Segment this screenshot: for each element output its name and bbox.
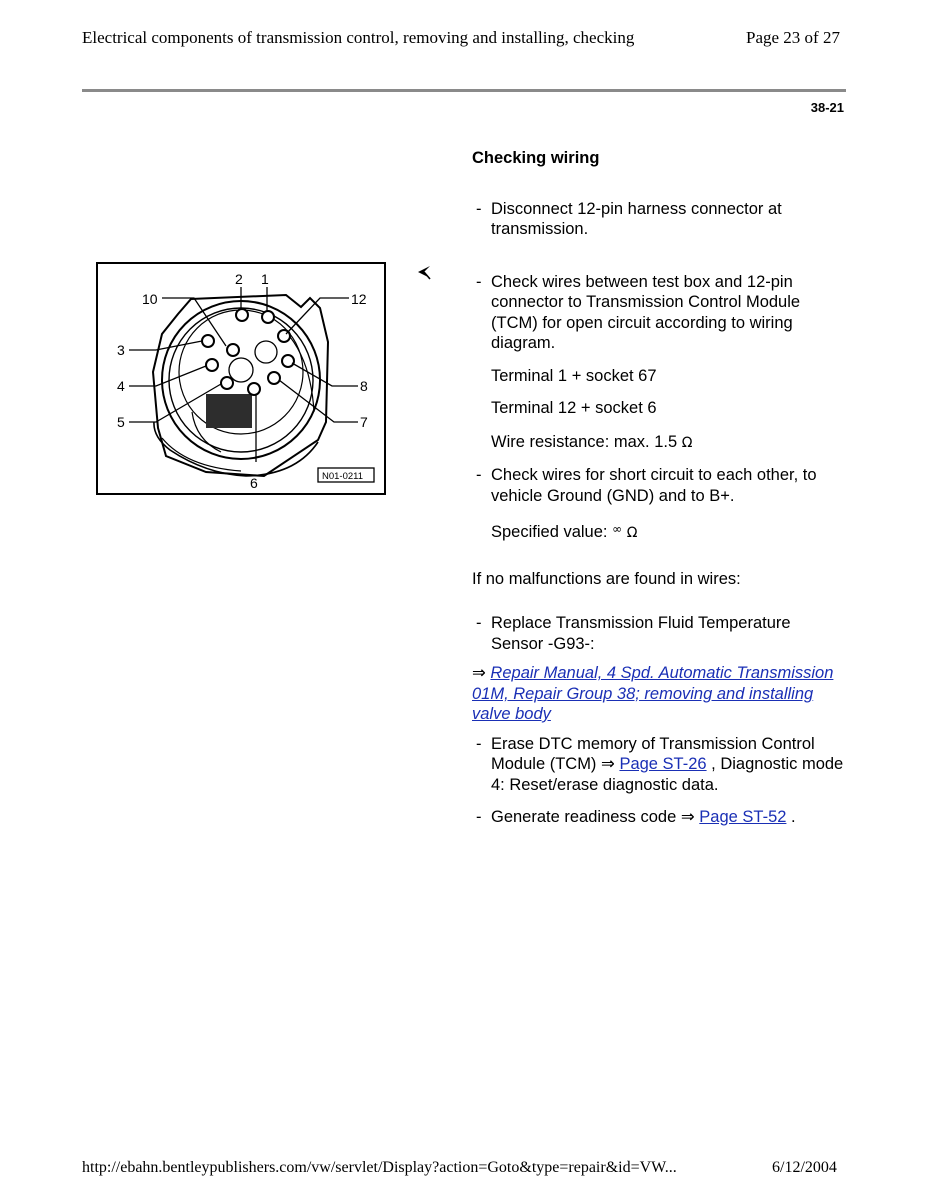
pin-label-12: 12 (351, 291, 367, 307)
wire-resistance-spec (472, 432, 846, 454)
figure-pointer-arrow-icon (416, 264, 432, 280)
repair-manual-reference (472, 663, 846, 725)
if-no-malfunctions-text: If no malfunctions are found in wires: (472, 569, 741, 588)
pin-label-7: 7 (360, 414, 368, 430)
footer-date: 6/12/2004 (772, 1159, 837, 1176)
page-number: Page 23 of 27 (746, 28, 840, 47)
step-text-line: 4: Reset/erase diagnostic data. (491, 775, 719, 794)
step-dash: - (476, 808, 482, 826)
step-erase-dtc (472, 734, 846, 796)
step-text-line: Sensor -G93-: (491, 634, 595, 653)
pin-label-2: 2 (235, 271, 243, 287)
step-dash: - (476, 614, 482, 632)
step-text-line: Check wires between test box and 12-pin (491, 272, 793, 291)
step-text: Generate readiness code (491, 808, 681, 826)
footer-url: http://ebahn.bentleypublishers.com/vw/servlet/Display?action=Goto&type=repair&id=VW... (82, 1159, 677, 1176)
page-st-26-link[interactable]: Page ST-26 (619, 755, 707, 773)
ohm-symbol: Ω (626, 525, 638, 541)
step-dash: - (476, 734, 482, 753)
specified-value (472, 519, 846, 544)
pin-label-3: 3 (117, 342, 125, 358)
wire-resistance-text: Wire resistance: max. 1.5 (491, 432, 678, 451)
step-disconnect (472, 199, 846, 240)
repair-manual-link[interactable]: valve body (472, 705, 551, 723)
step-text-line: diagram. (491, 334, 556, 352)
pin-label-8: 8 (360, 378, 368, 394)
step-check-short-circuit (472, 465, 846, 506)
pin-label-5: 5 (117, 414, 125, 430)
page-header-title: Electrical components of transmission control, removing and installing, checking (82, 28, 635, 47)
reference-arrow-icon: ⇒ (601, 755, 615, 773)
step-text-line: vehicle Ground (GND) and to B+. (491, 486, 735, 505)
pin-label-1: 1 (261, 271, 269, 287)
step-text-line: transmission. (491, 220, 589, 238)
step-text-line: Erase DTC memory of Transmission Control (491, 734, 815, 753)
connector-diagram-figure (96, 262, 386, 495)
step-text: Module (TCM) (491, 755, 602, 773)
repair-manual-link[interactable]: 01M, Repair Group 38; removing and installing (472, 684, 814, 703)
step-check-open-circuit (472, 272, 846, 354)
step-dash: - (476, 199, 482, 218)
step-text: , Diagnostic mode (706, 755, 844, 773)
specified-value-label: Specified value: (491, 523, 608, 541)
reference-arrow-icon: ⇒ (680, 808, 695, 826)
infinity-symbol: ∞ (612, 522, 623, 536)
reference-arrow-icon: ⇒ (472, 664, 486, 682)
step-text-line: Replace Transmission Fluid Temperature (491, 614, 791, 632)
step-text-line: Check wires for short circuit to each other, to (491, 466, 817, 484)
page-st-52-link[interactable]: Page ST-52 (699, 808, 787, 826)
section-heading: Checking wiring (472, 149, 600, 167)
step-text-line: (TCM) for open circuit according to wiring (491, 313, 793, 332)
step-text-line: Disconnect 12-pin harness connector at (491, 199, 782, 218)
repair-manual-link[interactable]: Repair Manual, 4 Spd. Automatic Transmission (490, 664, 834, 682)
step-dash: - (476, 272, 482, 291)
terminal-12-spec: Terminal 12 + socket 6 (491, 399, 657, 417)
pin-label-10: 10 (142, 291, 158, 307)
step-text-line: connector to Transmission Control Module (491, 293, 801, 311)
step-text: . (786, 808, 796, 826)
step-replace-sensor (472, 613, 846, 654)
header-divider (82, 89, 846, 92)
section-number: 38-21 (810, 100, 844, 115)
ohm-symbol: Ω (681, 434, 693, 451)
pin-label-6: 6 (250, 475, 258, 491)
figure-code: N01-0211 (322, 471, 364, 482)
step-readiness-code (472, 807, 846, 828)
step-dash: - (476, 466, 482, 484)
terminal-1-spec: Terminal 1 + socket 67 (491, 366, 657, 385)
pin-label-4: 4 (117, 378, 125, 394)
procedure-content (472, 148, 846, 838)
